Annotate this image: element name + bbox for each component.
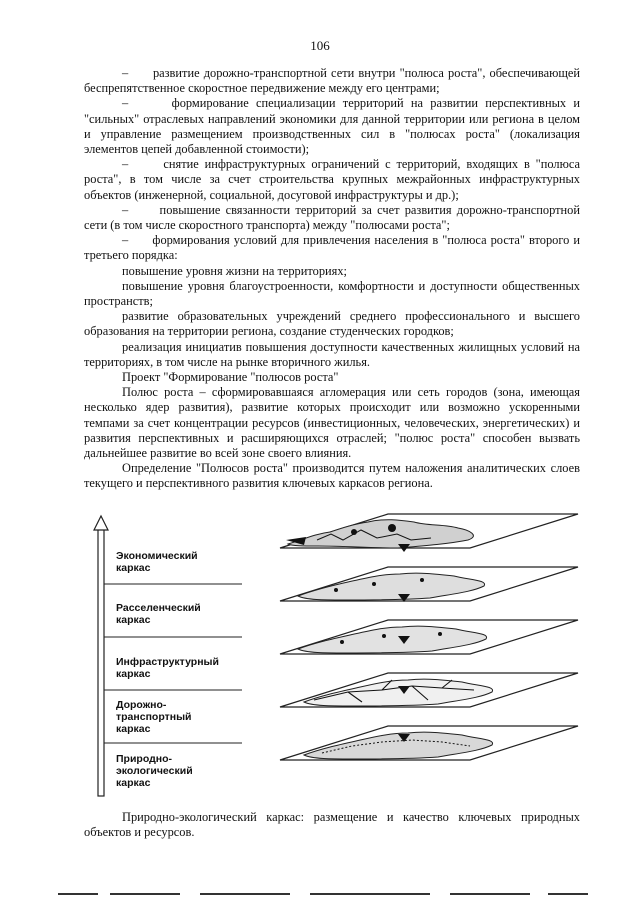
paragraph: – формирование специализации территорий на развитии перспективных и "сильных" отраслевых направлений экономики для данной территории или региона в целом и управление размещением производственных сил в "полюсах роста" (локализация элементов цепей добавленной стоимости); <box>84 96 580 157</box>
paragraph: повышение уровня жизни на территориях; <box>122 263 347 278</box>
paragraph: повышение уровня благоустроенности, комфортности и доступности общественных пространств; <box>84 278 580 309</box>
project-heading: Проект "Формирование "полюсов роста" <box>122 370 339 385</box>
figure-caption: Природно-экологический каркас: размещение и качество ключевых природных объектов и ресурсов. <box>84 810 580 840</box>
paragraph: Полюс роста – сформировавшаяся агломерация или сеть городов (зона, имеющая несколько ядер развития), развитие которых происходит или возможно ускоренными темпами за счет концентрации ресурсов (инвестиционных, человеческих, энергетических) и развития перспективных и расширяющихся отраслей; "полюс роста" способен вызвать дальнейшее развитие во всей зоне своего влияния. <box>84 385 580 461</box>
layer-label-settlement: Расселенческий каркас <box>116 602 201 626</box>
layer-infrastructure <box>280 620 578 654</box>
paragraph: Определение "Полюсов роста" производится путем наложения аналитических слоев текущего и перспективного развития ключевых каркасов региона. <box>84 461 580 491</box>
layer-economic <box>280 514 578 552</box>
layer-natural <box>280 726 578 760</box>
paragraph: – повышение связанности территорий за счет развития дорожно-транспортной сети (в том числе скоростного транспорта) между "полюсами роста"; <box>84 202 580 233</box>
layer-label-infrastructure: Инфраструктурный каркас <box>116 656 219 680</box>
page-number: 106 <box>310 38 330 53</box>
body-text <box>84 66 580 492</box>
paragraph: – снятие инфраструктурных ограничений с территорий, входящих в "полюса роста", в том числе за счет строительства крупных межрайонных инфраструктурных объектов (инженерной, социальной, досуговой инфраструктуры и др.); <box>84 157 580 202</box>
layer-label-transport: Дорожно- транспортный каркас <box>116 699 192 735</box>
paragraph: реализация инициатив повышения доступности качественных жилищных условий на территориях, в том числе на рынке вторичного жилья. <box>84 339 580 369</box>
layer-label-natural: Природно- экологический каркас <box>116 753 193 789</box>
layer-settlement <box>280 567 578 602</box>
layers-figure <box>92 510 584 805</box>
up-arrow-icon <box>94 516 108 796</box>
paragraph: развитие образовательных учреждений среднего профессионального и высшего образования на территории региона, создание студенческих городков; <box>84 309 580 339</box>
paragraph: – формирования условий для привлечения населения в "полюса роста" второго и третьего порядка: <box>84 233 580 263</box>
layer-transport <box>280 673 578 707</box>
paragraph: – развитие дорожно-транспортной сети внутри "полюса роста", обеспечивающей беспрепятственное скоростное передвижение между его центрами; <box>84 66 580 96</box>
layer-label-economic: Экономический каркас <box>116 550 198 574</box>
